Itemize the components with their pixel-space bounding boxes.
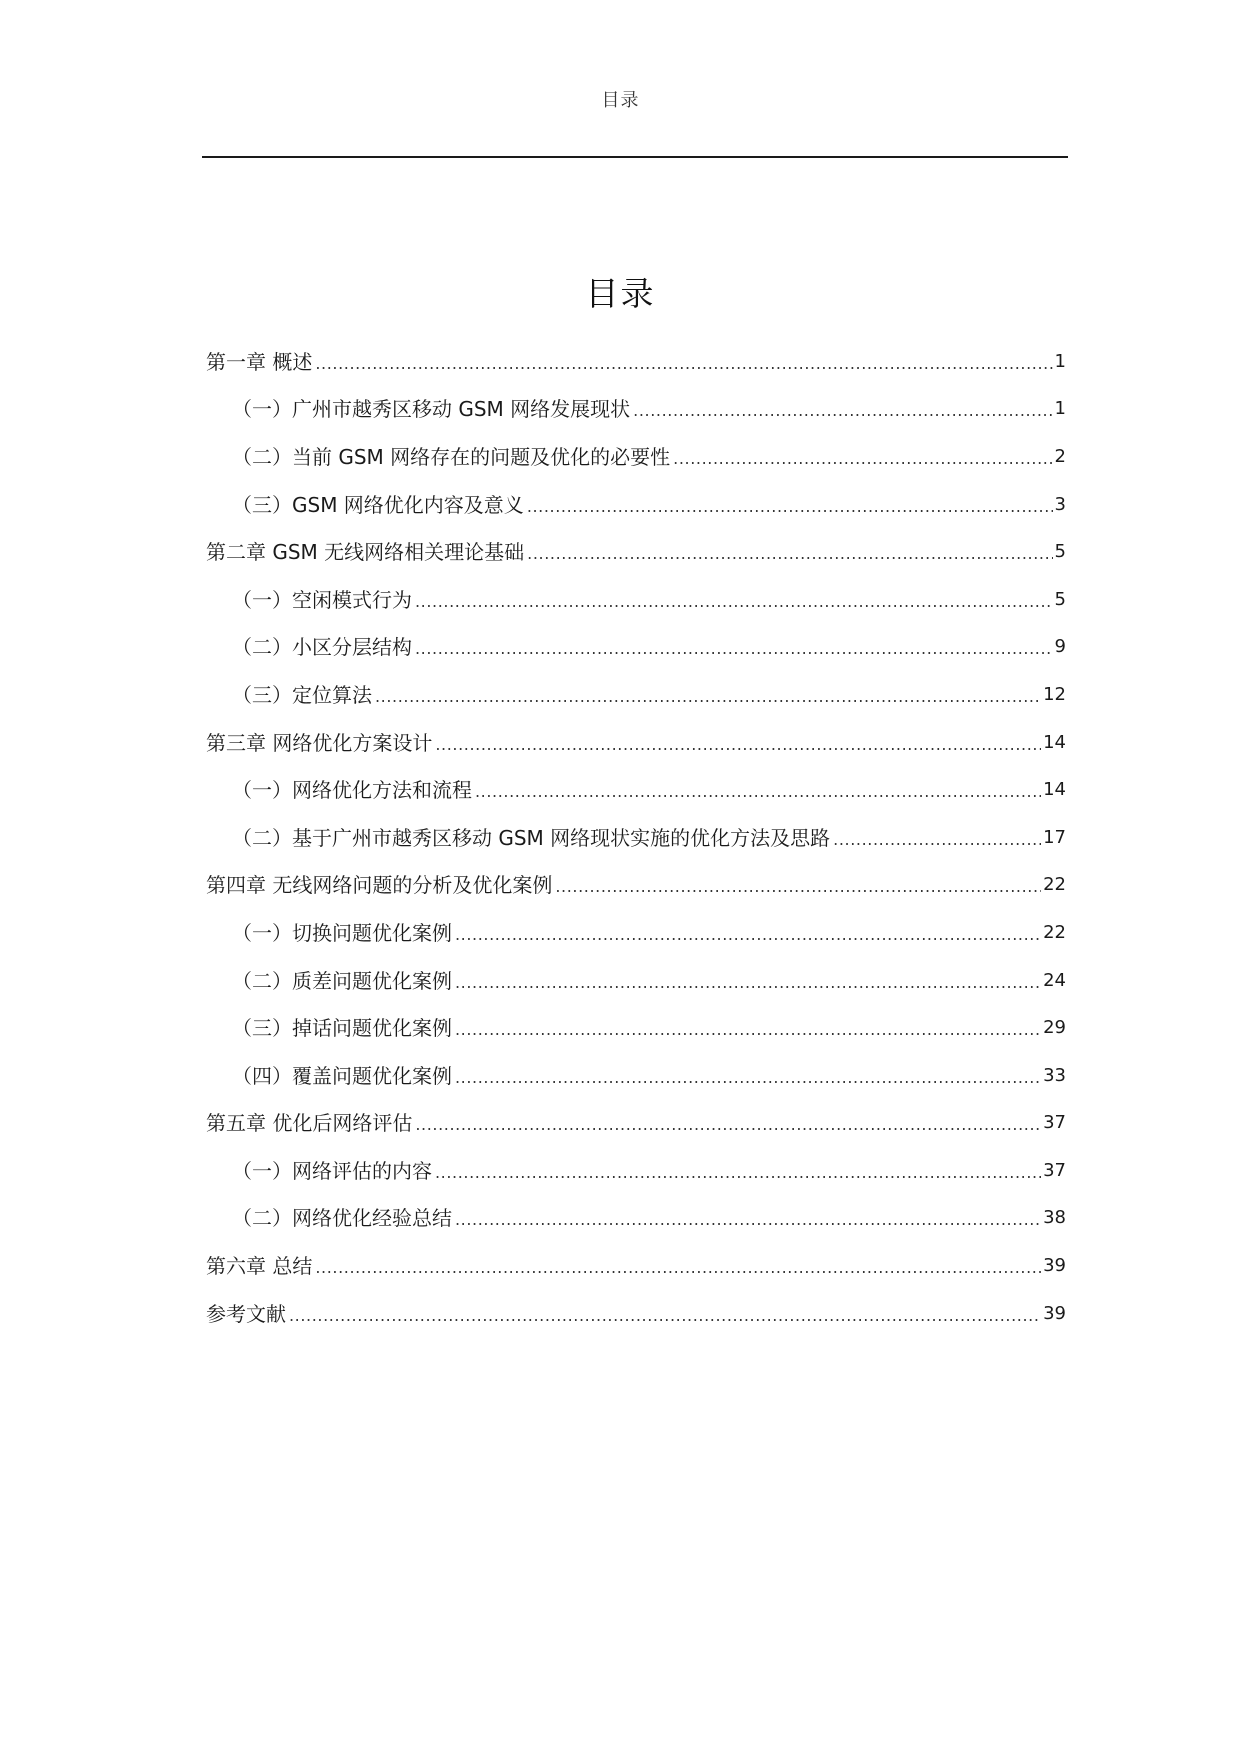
toc-dot-leader — [455, 1066, 1041, 1086]
toc-dot-leader — [375, 685, 1041, 705]
toc-page-number: 39 — [1043, 1302, 1066, 1324]
toc-entry-label: 第二章 GSM 无线网络相关理论基础 — [206, 540, 525, 565]
toc-page-number: 38 — [1043, 1207, 1066, 1229]
toc-entry-label: （四）覆盖问题优化案例 — [232, 1063, 452, 1088]
running-header: 目录 — [601, 90, 640, 111]
toc-page-number: 17 — [1043, 826, 1066, 848]
toc-section-entry[interactable] — [206, 1195, 1066, 1243]
toc-section-entry[interactable] — [206, 957, 1066, 1005]
toc-dot-leader — [435, 733, 1041, 753]
toc-section-entry[interactable] — [206, 671, 1066, 719]
toc-entry-label: 参考文献 — [206, 1301, 286, 1326]
toc-dot-leader — [527, 495, 1053, 515]
toc-dot-leader — [633, 399, 1052, 419]
toc-dot-leader — [435, 1161, 1041, 1181]
toc-section-entry[interactable] — [206, 481, 1066, 529]
toc-dot-leader — [315, 352, 1052, 372]
toc-section-entry[interactable] — [206, 1004, 1066, 1052]
toc-entry-label: （三）掉话问题优化案例 — [232, 1016, 452, 1041]
toc-entry-label: 第五章 优化后网络评估 — [206, 1111, 413, 1136]
toc-page-number: 5 — [1054, 588, 1066, 610]
toc-entry-label: （一）广州市越秀区移动 GSM 网络发展现状 — [232, 397, 631, 422]
toc-entry-label: 第三章 网络优化方案设计 — [206, 730, 433, 755]
toc-page-number: 24 — [1043, 969, 1066, 991]
toc-page-number: 9 — [1054, 636, 1066, 658]
toc-page-number: 5 — [1054, 541, 1066, 563]
toc-section-entry[interactable] — [206, 814, 1066, 862]
toc-page-number: 39 — [1043, 1255, 1066, 1277]
toc-dot-leader — [455, 971, 1041, 991]
toc-section-entry[interactable] — [206, 909, 1066, 957]
toc-dot-leader — [315, 1256, 1041, 1276]
toc-section-entry[interactable] — [206, 766, 1066, 814]
toc-chapter-entry[interactable] — [206, 1100, 1066, 1148]
toc-dot-leader — [527, 542, 1052, 562]
toc-page-number: 14 — [1043, 731, 1066, 753]
toc-dot-leader — [415, 1113, 1041, 1133]
toc-dot-leader — [415, 590, 1053, 610]
table-of-contents — [206, 338, 1066, 1337]
toc-page-number: 2 — [1054, 445, 1066, 467]
toc-section-entry[interactable] — [206, 576, 1066, 624]
toc-section-entry[interactable] — [206, 386, 1066, 434]
header-divider — [202, 156, 1068, 158]
toc-page-number: 22 — [1043, 921, 1066, 943]
toc-dot-leader — [415, 637, 1053, 657]
toc-entry-label: （二）基于广州市越秀区移动 GSM 网络现状实施的优化方法及思路 — [232, 825, 831, 850]
toc-chapter-entry[interactable] — [206, 1242, 1066, 1290]
toc-section-entry[interactable] — [206, 1052, 1066, 1100]
toc-entry-label: （二）质差问题优化案例 — [232, 968, 452, 993]
toc-section-entry[interactable] — [206, 1147, 1066, 1195]
toc-entry-label: 第六章 总结 — [206, 1254, 313, 1279]
toc-entry-label: （一）空闲模式行为 — [232, 587, 412, 612]
toc-page-number: 3 — [1054, 493, 1066, 515]
toc-dot-leader — [475, 780, 1041, 800]
toc-entry-label: （三）GSM 网络优化内容及意义 — [232, 492, 524, 517]
toc-entry-label: 第一章 概述 — [206, 349, 313, 374]
toc-entry-label: 第四章 无线网络问题的分析及优化案例 — [206, 873, 553, 898]
toc-page-number: 29 — [1043, 1017, 1066, 1039]
toc-chapter-entry[interactable] — [206, 528, 1066, 576]
toc-entry-label: （三）定位算法 — [232, 682, 372, 707]
toc-chapter-entry[interactable] — [206, 719, 1066, 767]
toc-entry-label: （二）小区分层结构 — [232, 635, 412, 660]
toc-chapter-entry[interactable] — [206, 338, 1066, 386]
toc-section-entry[interactable] — [206, 433, 1066, 481]
toc-page-number: 37 — [1043, 1112, 1066, 1134]
toc-chapter-entry[interactable] — [206, 1290, 1066, 1338]
toc-page-number: 37 — [1043, 1159, 1066, 1181]
toc-page-number: 12 — [1043, 683, 1066, 705]
toc-page-number: 1 — [1054, 350, 1066, 372]
toc-dot-leader — [833, 828, 1041, 848]
toc-page-number: 14 — [1043, 779, 1066, 801]
toc-page-number: 22 — [1043, 874, 1066, 896]
toc-dot-leader — [455, 1208, 1041, 1228]
toc-dot-leader — [455, 1018, 1041, 1038]
page-title: 目录 — [585, 274, 656, 313]
toc-dot-leader — [673, 447, 1052, 467]
toc-entry-label: （二）网络优化经验总结 — [232, 1206, 452, 1231]
toc-entry-label: （一）网络评估的内容 — [232, 1158, 432, 1183]
toc-section-entry[interactable] — [206, 624, 1066, 672]
toc-entry-label: （二）当前 GSM 网络存在的问题及优化的必要性 — [232, 444, 671, 469]
toc-dot-leader — [455, 923, 1041, 943]
toc-chapter-entry[interactable] — [206, 862, 1066, 910]
toc-page-number: 33 — [1043, 1064, 1066, 1086]
toc-dot-leader — [289, 1304, 1041, 1324]
toc-entry-label: （一）切换问题优化案例 — [232, 920, 452, 945]
toc-page-number: 1 — [1054, 398, 1066, 420]
toc-dot-leader — [555, 875, 1041, 895]
toc-entry-label: （一）网络优化方法和流程 — [232, 778, 472, 803]
